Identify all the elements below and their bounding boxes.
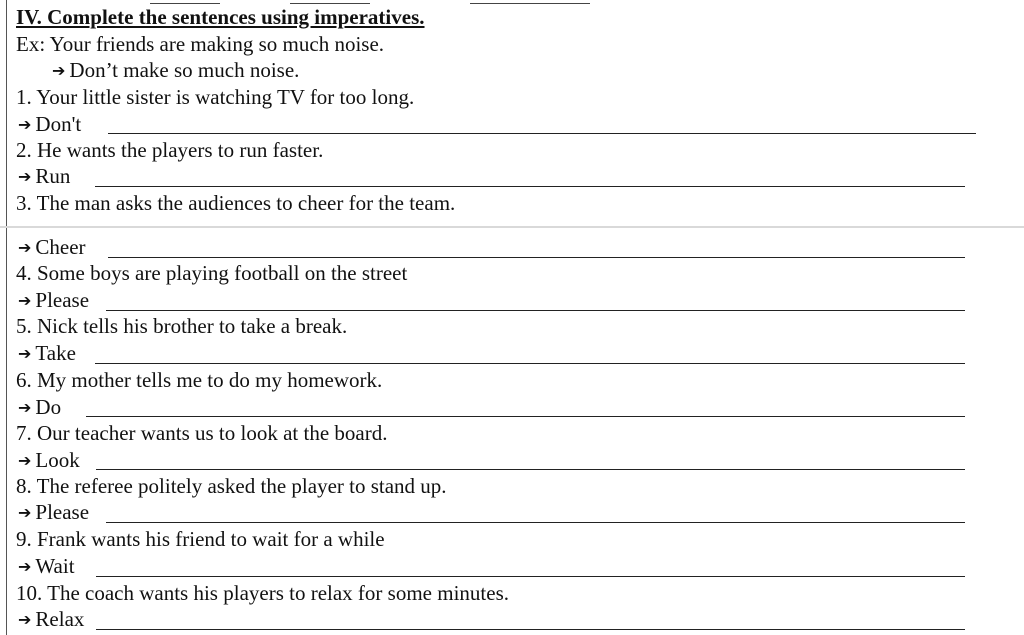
left-margin-rule	[6, 0, 7, 635]
answer-start	[18, 395, 61, 421]
right-arrow-icon: ➔	[18, 503, 32, 522]
answer-start-word: Look	[35, 448, 80, 472]
answer-start	[18, 607, 84, 633]
right-arrow-icon: ➔	[18, 115, 32, 134]
section-title: IV. Complete the sentences using imperatives.	[16, 5, 425, 29]
answer-blank-4[interactable]	[106, 310, 965, 311]
answer-start	[18, 288, 89, 314]
right-arrow-icon: ➔	[18, 398, 32, 417]
question-prompt: 5. Nick tells his brother to take a break.	[16, 314, 348, 338]
answer-blank-2[interactable]	[95, 186, 965, 187]
answer-start-word: Cheer	[35, 235, 86, 259]
question-prompt: 3. The man asks the audiences to cheer for the team.	[16, 191, 456, 215]
question-prompt: 9. Frank wants his friend to wait for a while	[16, 527, 385, 551]
right-arrow-icon: ➔	[18, 557, 32, 576]
cropped-top-rule	[290, 0, 370, 4]
answer-blank-10[interactable]	[96, 629, 965, 630]
example-answer: Don’t make so much noise.	[69, 58, 300, 82]
question-prompt: 8. The referee politely asked the player to stand up.	[16, 474, 447, 498]
answer-start	[18, 448, 80, 474]
answer-blank-6[interactable]	[86, 416, 965, 417]
right-arrow-icon: ➔	[18, 238, 32, 257]
answer-start-word: Relax	[35, 607, 85, 631]
answer-blank-3[interactable]	[108, 257, 965, 258]
right-arrow-icon: ➔	[18, 610, 32, 629]
answer-start	[18, 500, 89, 526]
answer-start-word: Run	[35, 164, 71, 188]
cropped-top-rule	[470, 0, 590, 4]
answer-start	[18, 112, 81, 138]
question-prompt: 7. Our teacher wants us to look at the board.	[16, 421, 388, 445]
right-arrow-icon: ➔	[18, 291, 32, 310]
right-arrow-icon: ➔	[18, 451, 32, 470]
answer-blank-5[interactable]	[95, 363, 965, 364]
answer-blank-7[interactable]	[96, 469, 965, 470]
question-prompt: 10. The coach wants his players to relax for some minutes.	[16, 581, 509, 605]
answer-start	[18, 235, 86, 261]
answer-blank-8[interactable]	[106, 522, 965, 523]
answer-start	[18, 554, 75, 580]
answer-start	[18, 341, 76, 367]
question-prompt: 6. My mother tells me to do my homework.	[16, 368, 383, 392]
answer-start-word: Please	[35, 288, 90, 312]
answer-blank-9[interactable]	[96, 576, 965, 577]
question-prompt: 4. Some boys are playing football on the street	[16, 261, 408, 285]
right-arrow-icon: ➔	[18, 344, 32, 363]
example-prompt: Ex: Your friends are making so much noise.	[16, 32, 385, 56]
answer-start-word: Take	[35, 341, 76, 365]
scan-separator	[0, 226, 1024, 228]
answer-blank-1[interactable]	[108, 133, 976, 134]
question-prompt: 2. He wants the players to run faster.	[16, 138, 324, 162]
cropped-top-rule	[150, 0, 220, 4]
question-prompt: 1. Your little sister is watching TV for too long.	[16, 85, 415, 109]
answer-start-word: Please	[35, 500, 90, 524]
answer-start-word: Don't	[35, 112, 82, 136]
example-answer-line	[52, 58, 299, 84]
answer-start-word: Do	[35, 395, 62, 419]
answer-start	[18, 164, 70, 190]
right-arrow-icon: ➔	[18, 167, 32, 186]
right-arrow-icon: ➔	[52, 61, 66, 80]
answer-start-word: Wait	[35, 554, 75, 578]
